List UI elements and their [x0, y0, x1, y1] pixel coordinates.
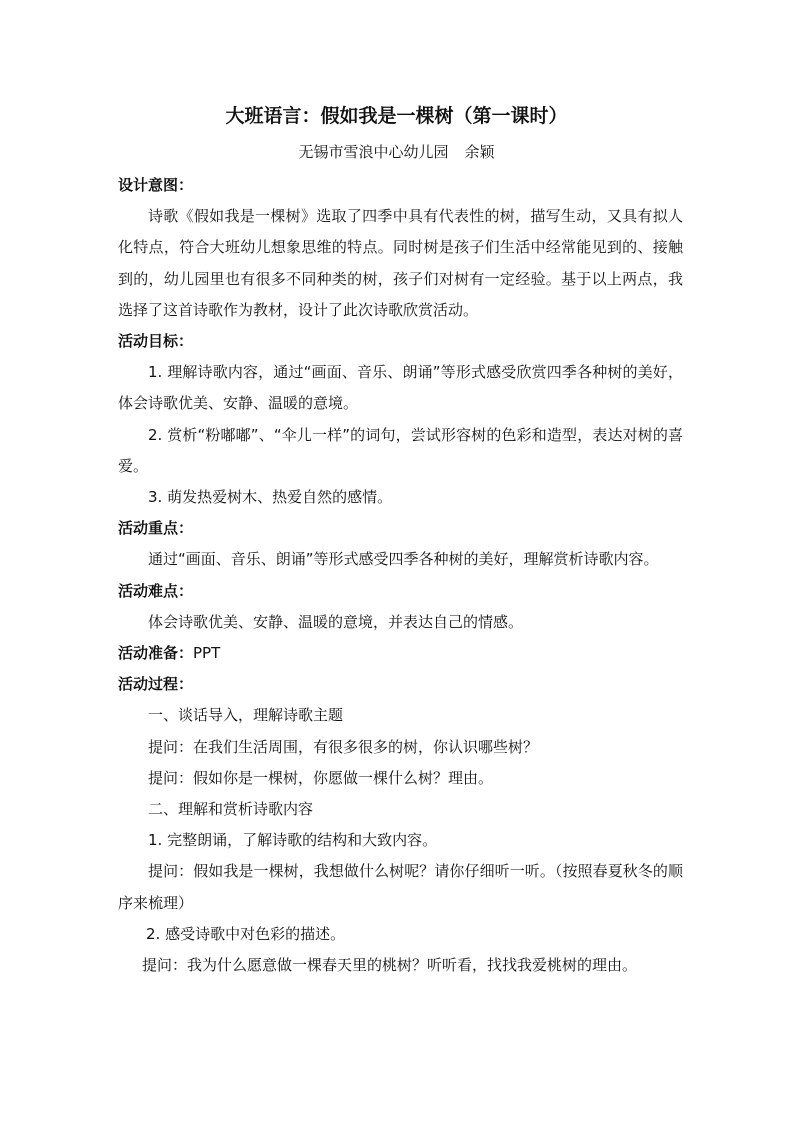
process-question: 提问：假如我是一棵树，我想做什么树呢？请你仔细听一听。（按照春夏秋冬的顺序来梳理）: [118, 862, 683, 912]
process-heading: 活动过程：: [118, 675, 194, 694]
key-points-paragraph: 通过“画面、音乐、朗诵”等形式感受四季各种树的美好，理解赏析诗歌内容。: [148, 550, 659, 569]
key-points-heading: 活动重点：: [118, 519, 194, 538]
process-question: 提问：假如你是一棵树，你愿做一棵什么树？理由。: [148, 768, 494, 787]
author-school: 无锡市雪浪中心幼儿园: [298, 143, 449, 161]
goal-item: 1. 理解诗歌内容，通过“画面、音乐、朗诵”等形式感受欣赏四季各种树的美好，体会诗歌优美、安静、温暖的意境。: [118, 363, 683, 413]
author-name: 余颖: [464, 143, 495, 161]
preparation-heading: 活动准备：: [118, 644, 194, 663]
document-author-line: [0, 140, 793, 164]
difficulties-heading: 活动难点：: [118, 581, 194, 600]
preparation-value: PPT: [193, 644, 221, 663]
goal-item: 3. 萌发热爱树木、热爱自然的感情。: [148, 488, 393, 507]
process-step: 二、理解和赏析诗歌内容: [148, 800, 314, 819]
process-substep: 1. 完整朗诵，了解诗歌的结构和大致内容。: [148, 831, 438, 850]
goals-heading: 活动目标：: [118, 332, 194, 351]
design-intent-paragraph: 诗歌《假如我是一棵树》选取了四季中具有代表性的树，描写生动，又具有拟人化特点，符合大班幼儿想象思维的特点。同时树是孩子们生活中经常能见到的、接触到的，幼儿园里也有很多不同种类的树，孩子们对树有一定经验。基于以上两点，我选择了这首诗歌作为教材，设计了此次诗歌欣赏活动。: [118, 207, 683, 319]
process-step: 一、谈话导入，理解诗歌主题: [148, 706, 344, 725]
document-title: 大班语言：假如我是一棵树（第一课时）: [225, 105, 568, 127]
process-substep: 2. 感受诗歌中对色彩的描述。: [146, 924, 346, 943]
goal-item: 2. 赏析“粉嘟嘟”、“伞儿一样”的词句，尝试形容树的色彩和造型，表达对树的喜爱。: [118, 425, 683, 475]
design-intent-heading: 设计意图：: [118, 176, 194, 194]
difficulties-paragraph: 体会诗歌优美、安静、温暖的意境，并表达自己的情感。: [148, 612, 524, 631]
process-question: 提问：我为什么愿意做一棵春天里的桃树？听听看，找找我爱桃树的理由。: [142, 956, 638, 975]
preparation-line: [118, 638, 683, 669]
document-body: [118, 170, 683, 981]
process-question: 提问：在我们生活周围，有很多很多的树，你认识哪些树？: [148, 737, 539, 756]
